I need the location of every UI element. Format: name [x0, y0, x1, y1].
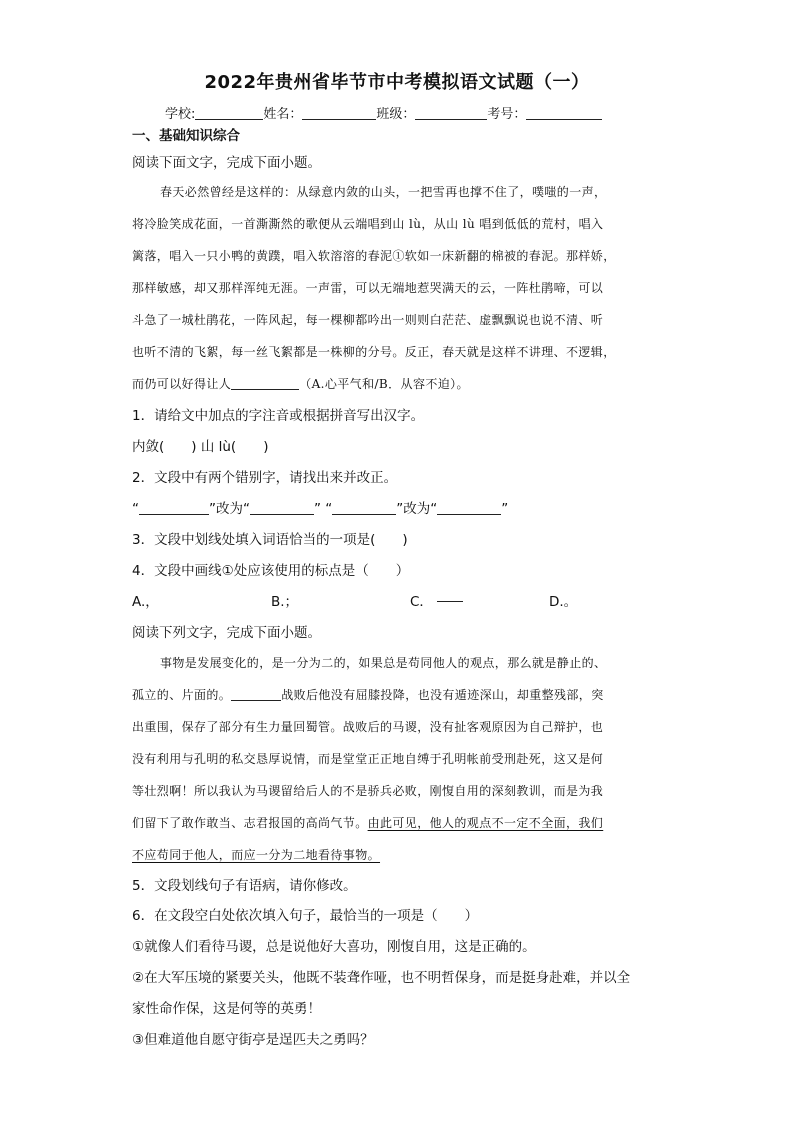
quote-close: ”: [501, 501, 509, 517]
change-to-text-1: ”改为“: [209, 501, 250, 517]
option-a[interactable]: A.，: [132, 594, 159, 610]
passage2-line-4: 没有利用与孔明的私交恳厚说情，而是堂堂正正地自缚于孔明帐前受刑赴死，这又是何: [132, 752, 604, 766]
class-blank[interactable]: [415, 106, 487, 120]
wrong-char-blank-1[interactable]: [139, 502, 209, 515]
passage1-line-7-text: 而仍可以好得让人: [132, 377, 232, 391]
page-title: 2022年贵州省毕节市中考模拟语文试题（一）: [204, 72, 590, 93]
passage2-line-2-start: 孤立的、片面的。: [132, 688, 232, 702]
change-to-text-2: ”改为“: [396, 501, 438, 517]
question-1-answer[interactable]: 内敛( ) 山 lù( ): [132, 439, 269, 455]
question-4: [132, 559, 409, 579]
question-2-answer[interactable]: [132, 497, 508, 517]
section-heading: 一、基础知识综合: [132, 128, 240, 144]
quote-separator: ” “: [314, 501, 333, 517]
option-d[interactable]: D.。: [549, 594, 578, 610]
passage1-line-7: [132, 375, 662, 392]
circled-number-1: ①: [221, 563, 234, 579]
passage2-line-1: 事物是发展变化的，是一分为二的，如果总是苟同他人的观点，那么就是静止的、: [160, 656, 607, 670]
quote-open: “: [132, 501, 139, 517]
passage1-line-4: 那样敏感，却又那样浑纯无涯。一声雷，可以无端地惹哭满天的云，一阵杜鹃啼，可以: [132, 281, 604, 295]
reading-instruction-1: 阅读下面文字，完成下面小题。: [132, 155, 321, 171]
passage1-line-5: 斗急了一城杜鹃花，一阵风起，每一棵柳都吟出一则则白茫茫、虚飘飘说也说不清、听: [132, 313, 604, 327]
passage1-line-2: 将冷脸笑成花面，一首澌澌然的歌便从云端唱到山 lù，从山 lù 唱到低低的荒村，唱入: [132, 217, 604, 231]
name-blank[interactable]: [302, 106, 376, 120]
underlined-sentence-part-2: 不应苟同于他人，而应一分为二地看待事物。: [132, 848, 381, 862]
class-label: 班级：: [376, 107, 416, 122]
name-label: 姓名：: [263, 107, 303, 122]
option-c-label: C．: [410, 594, 433, 610]
question-4-text: 4．文段中画线: [132, 563, 222, 579]
wrong-char-blank-2[interactable]: [332, 502, 396, 515]
passage2-line-5: 等壮烈啊！所以我认为马谡留给后人的不是骄兵必败，刚愎自用的深刻教训，而是为我: [132, 784, 604, 798]
passage2-line-3: 出重围，保存了部分有生力量回蜀管。战败后的马谡，没有扯客观原因为自己辩护，也: [132, 720, 604, 734]
q6-item-3: ③但难道他自愿守街亭是逞匹夫之勇吗？: [132, 1032, 374, 1048]
question-6: 6．在文段空白处依次填入句子，最恰当的一项是（ ）: [132, 908, 479, 924]
passage1-line-1: 春天必然曾经是这样的：从绿意内敛的山头，一把雪再也撑不住了，噗嗤的一声，: [160, 185, 607, 199]
passage2-line-6: [132, 814, 662, 831]
question-4-text-end: 处应该使用的标点是（ ）: [233, 563, 410, 579]
passage2-fill-blank: [231, 688, 281, 701]
q6-item-2: ②在大军压境的紧要关头，他既不装聋作哑，也不明哲保身，而是挺身赴难，并以全: [132, 970, 631, 986]
option-c-dash: [437, 601, 463, 602]
school-blank[interactable]: [195, 106, 263, 120]
passage2-line-7: [132, 846, 662, 863]
underlined-sentence-part-1: 由此可见，他人的观点不一定不全面，我们: [367, 816, 604, 830]
question-1: 1．请给文中加点的字注音或根据拼音写出汉字。: [132, 408, 425, 424]
passage2-line-2: [132, 686, 662, 703]
correct-char-blank-1[interactable]: [250, 502, 314, 515]
option-c[interactable]: [410, 590, 463, 610]
student-info-row: [165, 103, 602, 122]
passage1-line-7-choices: （A.心平气和/B．从容不迫）。: [299, 377, 469, 391]
passage2-line-2-end: 战败后他没有屈膝投降，也没有遁迹深山，却重整残部，突: [281, 688, 604, 702]
question-3: 3．文段中划线处填入词语恰当的一项是( ): [132, 532, 408, 548]
question-2: 2．文段中有两个错别字，请找出来并改正。: [132, 470, 398, 486]
q6-item-2-cont: 家性命作保，这是何等的英勇！: [132, 1001, 321, 1017]
exam-no-label: 考号：: [487, 107, 527, 122]
q6-item-1: ①就像人们看待马谡，总是说他好大喜功，刚愎自用，这是正确的。: [132, 939, 536, 955]
passage1-line-3: 篱落，唱入一只小鸭的黄蹼，唱入软溶溶的春泥①软如一床新翻的棉被的春泥。那样娇，: [132, 249, 616, 263]
passage1-fill-blank: [231, 377, 299, 390]
school-label: 学校:: [165, 107, 196, 122]
question-5: 5．文段划线句子有语病，请你修改。: [132, 878, 357, 894]
option-b[interactable]: B.；: [271, 594, 299, 610]
correct-char-blank-2[interactable]: [437, 502, 501, 515]
exam-no-blank[interactable]: [526, 106, 602, 120]
reading-instruction-2: 阅读下列文字，完成下面小题。: [132, 625, 321, 641]
passage2-line-6-start: 们留下了敢作敢当、志君报国的高尚气节。: [132, 816, 368, 830]
passage1-line-6: 也听不清的飞絮，每一丝飞絮都是一株柳的分号。反正，春天就是这样不讲理、不逻辑，: [132, 345, 616, 359]
